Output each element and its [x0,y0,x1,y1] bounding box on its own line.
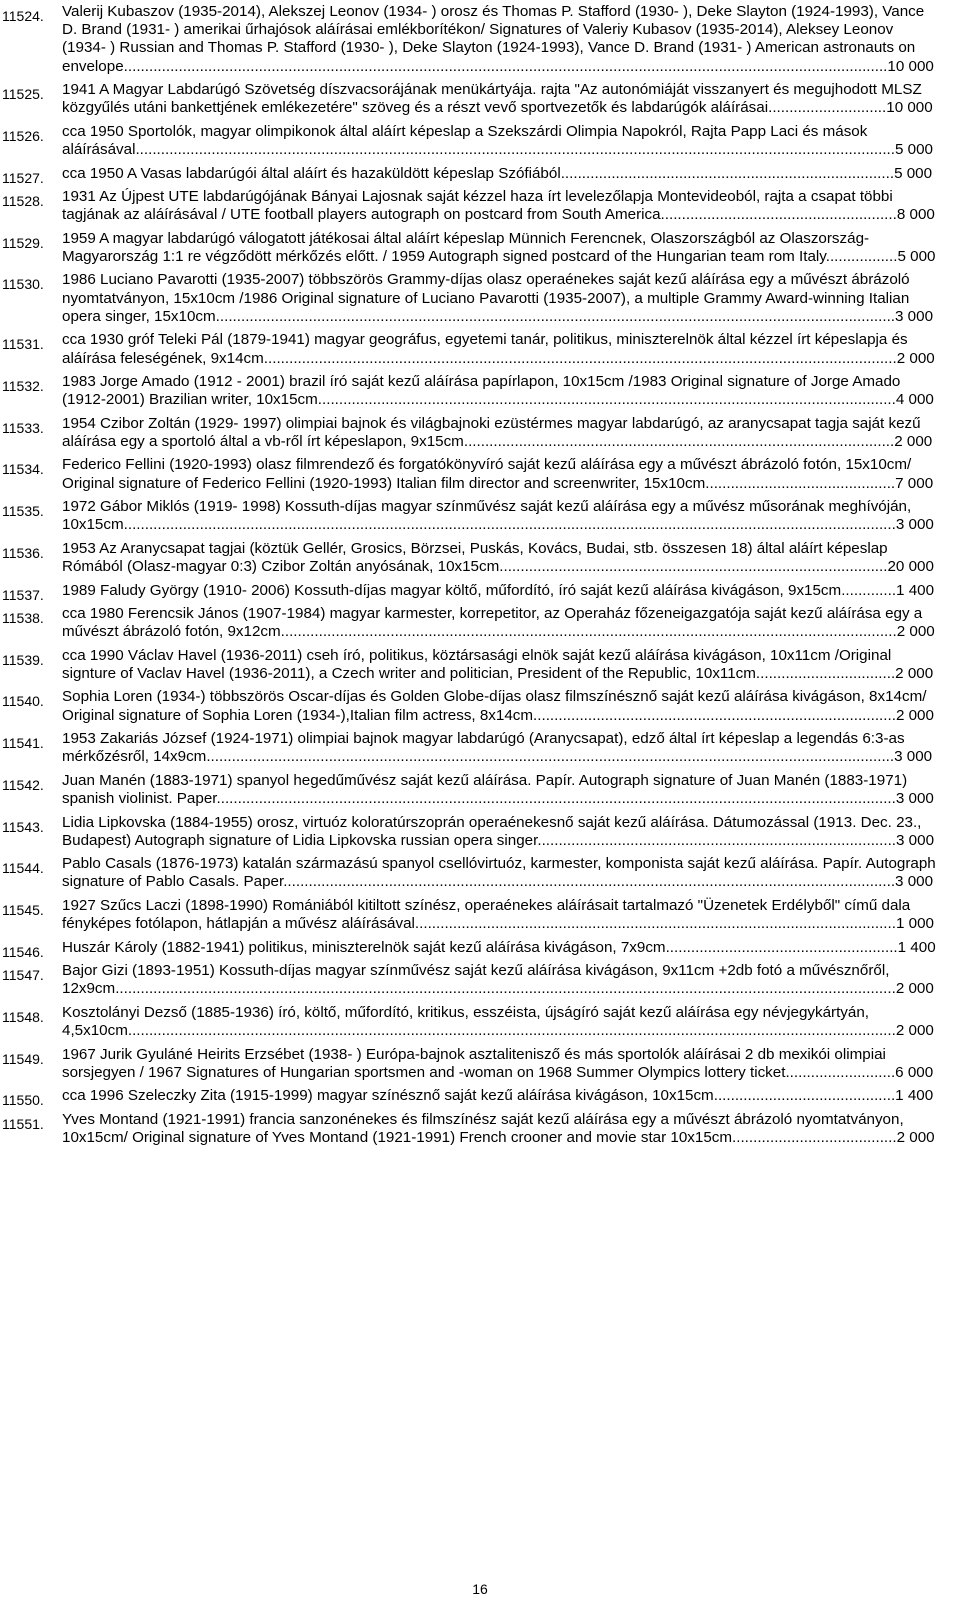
lot-description [62,582,936,600]
dot-leader: ............................................. [705,474,896,492]
dot-leader: ..................................................................................................................................................................................... [123,57,888,75]
lot-number: 11539. [2,651,44,668]
catalog-entry [0,1087,960,1109]
lot-text: Valerij Kubaszov (1935-2014), Alekszej Leonov (1934- ) orosz és Thomas P. Stafford (1930- ), Deke Slayton (1924-1993), Vance D. Brand (1931- ) amerikai űrhajósok aláírásai emlékborítékon/ Signatures of Valeriy Kubasov (1935-2014), Aleksey Leonov (1934- ) Russian and Thomas P. Stafford (1930- ), Deke Slayton (1924-1993), Vance D. Brand (1931- ) American astronauts on envelope [62,3,925,75]
catalog-entry [0,373,960,409]
dot-leader: ............................................................................... [560,164,895,182]
lot-price: 3 000 [895,516,934,534]
dot-leader: ...................................................................................................................................................... [263,349,897,367]
lot-number: 11544. [2,860,44,877]
lot-price: 1 400 [897,938,936,956]
lot-description [62,1004,936,1040]
lot-text: Kosztolányi Dezső (1885-1936) író, költő, műfordító, kritikus, esszéista, újságíró saját kezű aláírása egy névjegykártyán, 4,5x10cm [62,1003,870,1040]
lot-text: 1967 Jurik Gyuláné Heirits Erzsébet (1938- ) Európa-bajnok asztalitenisző és más sportolók aláírásai 2 db mexikói olimpiai sorsjegyen / 1967 Signatures of Hungarian sportsmen and -woman on 1968 Summer Olympics lottery ticket [62,1045,886,1081]
lot-text: cca 1990 Václav Havel (1936-2011) cseh író, politikus, köztársasági elnök saját kezű aláírása kivágáson, 10x11cm /Original signture of Vaclav Havel (1936-2011), a Czech writer and politician, President of the Republic, 10x11cm [62,646,892,682]
dot-leader: .................................................................................................................................................................................... [135,141,895,159]
lot-description [62,230,936,266]
catalog-entry [0,271,960,326]
lot-description [62,188,936,224]
dot-leader: ........................................................ [660,206,897,224]
lot-number: 11538. [2,610,44,627]
catalog-entry [0,1046,960,1082]
lot-number: 11524. [2,8,44,24]
lot-price: 2 000 [895,1022,934,1040]
lot-description [62,540,936,576]
lot-text: 1989 Faludy György (1910- 2006) Kossuth-díjas magyar költő, műfordító, író saját kezű aláírása kivágáson, 9x15cm [62,581,842,599]
lot-text: 1953 Zakariás József (1924-1971) olimpiai bajnok magyar labdarúgó (Aranycsapat), edző által írt képeslap a legendás 6:3-as mérkőzésről, 14x9cm [62,730,905,766]
lot-text: 1931 Az Újpest UTE labdarúgójának Bányai Lajosnak saját kézzel haza írt levelezőlapja Montevideoból, rajta a csapat többi tagjának az aláírásával / UTE football players autograph on postcard from South America [62,188,893,224]
dot-leader: ................................................................................................................................................................ [220,790,896,808]
lot-description [62,605,936,641]
catalog-entry [0,188,960,224]
lot-price: 8 000 [896,206,935,224]
lot-text: 1972 Gábor Miklós (1919- 1998) Kossuth-díjas magyar színművész saját kezű aláírása egy a művész műsorának meghívóján, 10x15cm [62,498,912,534]
catalog-entry [0,81,960,117]
lot-text: Lidia Lipkovska (1884-1955) orosz, virtuóz koloratúrszoprán operaénekesnő saját kezű aláírása. Dátumozással (1913. Dec. 23., Budapest) Autograph signature of Lidia Lipkovska russian opera singer. [62,813,922,849]
dot-leader: ....................................... [732,1128,897,1146]
lot-number: 11529. [2,234,44,251]
lot-text: 1954 Czibor Zoltán (1929- 1997) olimpiai bajnok és világbajnoki ezüstérmes magyar labdarúgó, az aranycsapat tagja saját kezű aláírása egy a sportoló által a vb-ről írt képeslapon, 9x15cm [62,414,921,450]
lot-number: 11528. [2,193,44,210]
dot-leader: ......................................................................................................................................................................................... [115,980,896,998]
lot-text: Federico Fellini (1920-1993) olasz filmrendező és forgatókönyvíró saját kezű aláírása egy a művészt ábrázoló fotón, 15x10cm/ Original signature of Federico Fellini (1920-1993) Italian film director and screenwriter, 15x10cm [62,456,912,492]
lot-text: 1953 Az Aranycsapat tagjai (köztük Gellér, Grosics, Börzsei, Puskás, Kovács, Budai, stb. összesen 18) által aláírt képeslap Rómából (Olasz-magyar 0:3) Czibor Zoltán anyósának, 10x15cm. [62,539,888,576]
dot-leader: ................................. [755,664,896,682]
lot-price: 5 000 [894,164,933,182]
catalog-entry [0,123,960,159]
dot-leader: ............................ [768,99,887,117]
lot-number: 11534. [2,461,44,478]
catalog-entry [0,855,960,891]
lot-number: 11527. [2,169,44,186]
lot-description [62,1087,936,1105]
catalog-entry [0,814,960,850]
catalog-entry [0,498,960,534]
catalog-entry [0,730,960,766]
lot-description [62,165,936,183]
dot-leader: ........................................... [713,1087,896,1105]
lot-price: 10 000 [887,57,934,75]
page-number: 16 [472,1581,488,1597]
lot-description [62,373,936,409]
lot-description [62,123,936,159]
lot-text: 1986 Luciano Pavarotti (1935-2007) többszörös Grammy-díjas olasz operaénekes saját kezű aláírása egy a művészt ábrázoló nyomtatványon, 15x10cm /1986 Original signature of Luciano Pavarotti (1935-2007), a multiple Grammy Award-winning Italian opera singer, 15x10cm [62,271,910,325]
lot-description [62,855,936,891]
lot-price: 7 000 [895,474,934,492]
lot-number: 11525. [2,86,44,103]
lot-number: 11548. [2,1008,44,1025]
dot-leader: ...................................................................................................... [463,432,895,450]
dot-leader: .......................... [785,1063,896,1081]
catalog-entry [0,230,960,266]
dot-leader: .................................................................................... [541,831,897,849]
lot-price: 6 000 [895,1063,934,1081]
lot-description [62,271,936,326]
lot-price: 5 000 [897,247,936,265]
lot-number: 11530. [2,276,44,293]
dot-leader: ......................................................................................................................................... [317,391,896,409]
dot-leader: ...................................................................................................................................................................................... [127,1022,896,1040]
lot-price: 3 000 [895,873,934,891]
dot-leader: ................................................................................................................................................................. [215,307,896,325]
lot-price: 3 000 [895,790,934,808]
lot-number: 11551. [2,1115,44,1132]
lot-number: 11545. [2,901,44,918]
lot-price: 3 000 [894,748,933,766]
lot-number: 11532. [2,378,44,395]
catalog-entry [0,605,960,641]
lot-description [62,456,936,492]
lot-text: Huszár Károly (1882-1941) politikus, miniszterelnök saját kezű aláírása kivágáson, 7x9cm [62,938,666,956]
lot-description [62,1046,936,1082]
lot-price: 20 000 [887,558,934,576]
lot-description [62,498,936,534]
lot-text: 1959 A magyar labdarúgó válogatott játékosai által aláírt képeslap Münnich Ferencnek, Olaszországból az Olaszország-Magyarország 1:1 re végződött mérkőzés előtt. / 1959 Autograph signed postcard of the Hungarian team rom Italy [62,229,870,265]
lot-text: 1941 A Magyar Labdarúgó Szövetség díszvacsorájának menükártyája. rajta "Az autonómiáját visszanyert és megujhodott MLSZ közgyűlés utáni bankettjének emlékezetére" szöveg és a részt vevő sportvezetők és labdarúgók aláírásai [62,81,922,117]
lot-text: 1927 Szűcs Laczi (1898-1990) Romániából kitiltott színész, operaénekes aláírásait tartalmazó "Üzenetek Erdélyből" című dala fényképes fotólapon, hátlapján a művész aláírásával [62,896,911,933]
dot-leader: ................. [825,247,898,265]
catalog-entry [0,3,960,76]
lot-number: 11536. [2,544,44,561]
lot-text: Sophia Loren (1934-) többszörös Oscar-díjas és Golden Globe-díjas olasz filmszínésznő saját kezű aláírása kivágáson, 8x14cm/ Original signature of Sophia Loren (1934-),Italian film actress, 8x14cm [62,688,927,724]
lot-description [62,647,936,683]
lot-price: 10 000 [886,99,933,117]
lot-description [62,331,936,367]
catalog-entry [0,456,960,492]
lot-text: cca 1950 Sportolók, magyar olimpikonok által aláírt képeslap a Szekszárdi Olimpia Napokról, Rajta Papp Laci és mások aláírásával [62,122,868,159]
lot-price: 1 400 [896,581,935,599]
lot-text: cca 1930 gróf Teleki Pál (1879-1941) magyar geográfus, egyetemi tanár, politikus, miniszterelnök által kézzel írt képeslapja és aláírása feleségének, 9x14cm [62,331,908,367]
lot-price: 5 000 [894,141,933,159]
lot-number: 11547. [2,967,44,984]
dot-leader: ....................................................... [665,938,898,956]
lot-description [62,814,936,850]
lot-description [62,3,936,76]
lot-text: 1983 Jorge Amado (1912 - 2001) brazil író saját kezű aláírása papírlapon, 10x15cm /1983 Original signature of Jorge Amado (1912-2001) Brazilian writer, 10x15cm [62,373,901,409]
catalog-entry [0,1004,960,1040]
lot-number: 11550. [2,1092,44,1109]
lot-description [62,962,936,998]
lot-number: 11526. [2,127,44,144]
catalog-entry [0,647,960,683]
lot-description [62,897,936,933]
lot-text: Yves Montand (1921-1991) francia sanzonénekes és filmszínész saját kezű aláírása egy a művészt ábrázoló nyomtatványon, 10x15cm/ Original signature of Yves Montand (1921-1991) French crooner and movie star 10x15cm [62,1110,904,1146]
lot-text: Juan Manén (1883-1971) spanyol hegedűművész saját kezű aláírása. Papír. Autograph signature of Juan Manén (1883-1971) spanish violinist. Paper. [62,771,908,808]
lot-number: 11537. [2,586,44,603]
lot-number: 11549. [2,1050,44,1067]
catalog-entry [0,331,960,367]
catalog-entry [0,688,960,724]
lot-description [62,688,936,724]
catalog-entry [0,962,960,998]
lot-price: 2 000 [894,432,933,450]
catalog-entry [0,415,960,451]
lot-number: 11541. [2,735,44,752]
lot-description [62,81,936,117]
lot-number: 11535. [2,503,44,520]
catalog-entry [0,581,960,603]
lot-description [62,730,936,766]
lot-description [62,939,936,957]
lot-number: 11543. [2,818,44,835]
lot-price: 2 000 [896,349,935,367]
dot-leader: .................................................................................................................................................. [280,623,897,641]
lot-description [62,415,936,451]
dot-leader: ...................................................................................... [533,706,896,724]
lot-price: 3 000 [896,831,935,849]
dot-leader: ................................................................................................................................................................... [206,748,895,766]
catalog-entry [0,772,960,808]
lot-number: 11546. [2,943,44,960]
catalog-entry [0,540,960,576]
lot-price: 3 000 [895,307,934,325]
lot-description [62,1111,936,1147]
lot-text: cca 1950 A Vasas labdarúgói által aláírt és hazaküldött képeslap Szófiából [62,164,561,182]
dot-leader: .................................................................................................................. [414,915,896,933]
lot-price: 2 000 [895,706,934,724]
lot-price: 2 000 [895,664,934,682]
lot-text: Bajor Gizi (1893-1951) Kossuth-díjas magyar színművész saját kezű aláírása kivágáson, 9x11cm +2db fotó a művésznőről, 12x9cm [62,962,890,998]
catalog-entry [0,897,960,933]
lot-number: 11540. [2,693,44,710]
lot-number: 11542. [2,776,44,793]
catalog-entry [0,938,960,960]
catalog-entry [0,1111,960,1147]
lot-description [62,772,936,808]
lot-price: 4 000 [895,391,934,409]
lot-number: 11533. [2,419,44,436]
lot-number: 11531. [2,336,44,353]
dot-leader: ................................................................................................................................................ [287,873,896,891]
lot-price: 2 000 [895,980,934,998]
dot-leader: ........................................................................................... [503,558,888,576]
catalog-entry [0,164,960,186]
dot-leader: ....................................................................................................................................................................................... [123,516,896,534]
lot-price: 1 400 [895,1087,934,1105]
lot-price: 1 000 [895,915,934,933]
catalog-entry-list [0,3,960,1152]
lot-text: Pablo Casals (1876-1973) katalán származású spanyol csellóvirtuóz, karmester, komponista saját kezű aláírása. Papír. Autograph signature of Pablo Casals. Paper. [62,855,936,891]
dot-leader: ............. [841,581,897,599]
lot-text: cca 1996 Szeleczky Zita (1915-1999) magyar színésznő saját kezű aláírása kivágáson, 10x15cm [62,1087,714,1105]
lot-price: 2 000 [896,623,935,641]
lot-text: cca 1980 Ferencsik János (1907-1984) magyar karmester, korrepetitor, az Operaház főzeneigazgatója saját kezű aláírása egy a művészt ábrázoló fotón, 9x12cm [62,605,923,641]
lot-price: 2 000 [896,1128,935,1146]
